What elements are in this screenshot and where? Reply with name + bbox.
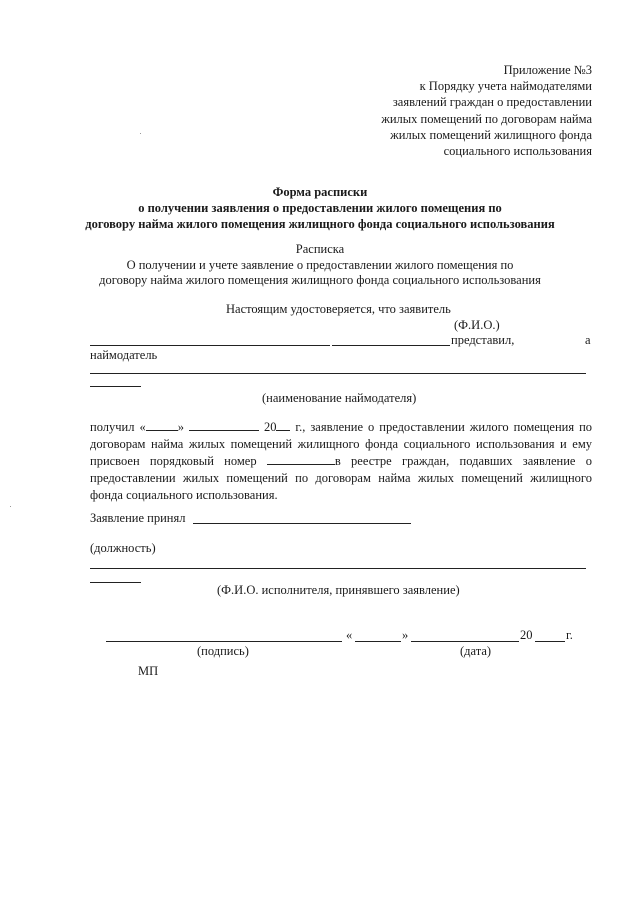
position-line-short[interactable] — [90, 582, 141, 583]
received-rest: г., заявление о предоставлении жилого помещения по договорам найма жилых помещений жилищного фонда социального использования и ему присвоен порядковый номер — [90, 420, 593, 468]
certify-text: Настоящим удостоверяется, что заявитель — [226, 302, 451, 316]
accepted-by-line[interactable] — [193, 523, 411, 524]
fio-label: (Ф.И.О.) — [454, 318, 500, 332]
receipt-line: договору найма жилого помещения жилищного фонда социального использования — [99, 273, 541, 288]
receipt-line: О получении и учете заявление о предоставлении жилого помещения по — [126, 257, 514, 272]
scan-speck — [140, 133, 141, 134]
sig-quote-open: « — [346, 628, 353, 642]
appendix-line: к Порядку учета наймодателями — [419, 79, 592, 94]
position-line[interactable] — [90, 568, 586, 569]
accepted-label: Заявление принял — [90, 511, 186, 525]
presented-text: представил, — [451, 333, 515, 347]
appendix-line: Приложение №3 — [503, 63, 592, 77]
signature-label: (подпись) — [197, 644, 249, 658]
received-year-field[interactable] — [276, 419, 290, 431]
registry-number-field[interactable] — [267, 453, 335, 465]
received-year: 20 — [263, 420, 277, 434]
sig-year-field[interactable] — [535, 641, 565, 642]
date-label: (дата) — [460, 644, 492, 658]
applicant-name-line-2[interactable] — [332, 345, 450, 346]
landlord-name-line[interactable] — [90, 373, 586, 374]
sig-year-suffix: г. — [566, 628, 573, 642]
received-month-field[interactable] — [189, 419, 259, 431]
form-title — [0, 184, 640, 232]
appendix-block — [381, 62, 592, 159]
appendix-line: жилых помещений по договорам найма — [381, 111, 592, 126]
landlord-name-line-short[interactable] — [90, 386, 141, 387]
signature-line[interactable] — [106, 641, 342, 642]
landlord-name-label: (наименование наймодателя) — [262, 391, 417, 405]
sig-quote-close: » — [402, 628, 409, 642]
a-word: а — [585, 333, 591, 347]
received-day-field[interactable] — [146, 419, 178, 431]
receipt-title: Расписка — [295, 242, 345, 256]
received-prefix: получил « — [90, 420, 146, 434]
received-paragraph — [90, 419, 592, 504]
sig-year: 20 — [520, 628, 533, 642]
form-title-line: о получении заявления о предоставлении жилого помещения по — [138, 201, 502, 215]
scan-speck — [10, 506, 11, 507]
stamp-label: МП — [138, 664, 159, 678]
landlord-word: наймодатель — [90, 348, 158, 362]
receipt-heading — [0, 242, 640, 289]
executor-label: (Ф.И.О. исполнителя, принявшего заявление) — [217, 583, 460, 597]
appendix-line: жилых помещений жилищного фонда — [390, 127, 592, 142]
sig-month-field[interactable] — [411, 641, 519, 642]
form-title-line: договору найма жилого помещения жилищного фонда социального использования — [85, 217, 555, 231]
received-tail: в реестре граждан, подавших заявление о предоставлении жилых помещений по договорам найма жилых помещений жилищного фонда социального использования. — [90, 454, 592, 502]
received-quote-close: » — [177, 420, 184, 434]
position-label: (должность) — [90, 541, 156, 555]
appendix-line: социального использования — [443, 144, 592, 159]
appendix-line: заявлений граждан о предоставлении — [392, 95, 592, 110]
form-title-line: Форма расписки — [272, 185, 368, 199]
applicant-name-line-1[interactable] — [90, 345, 330, 346]
sig-day-field[interactable] — [355, 641, 401, 642]
